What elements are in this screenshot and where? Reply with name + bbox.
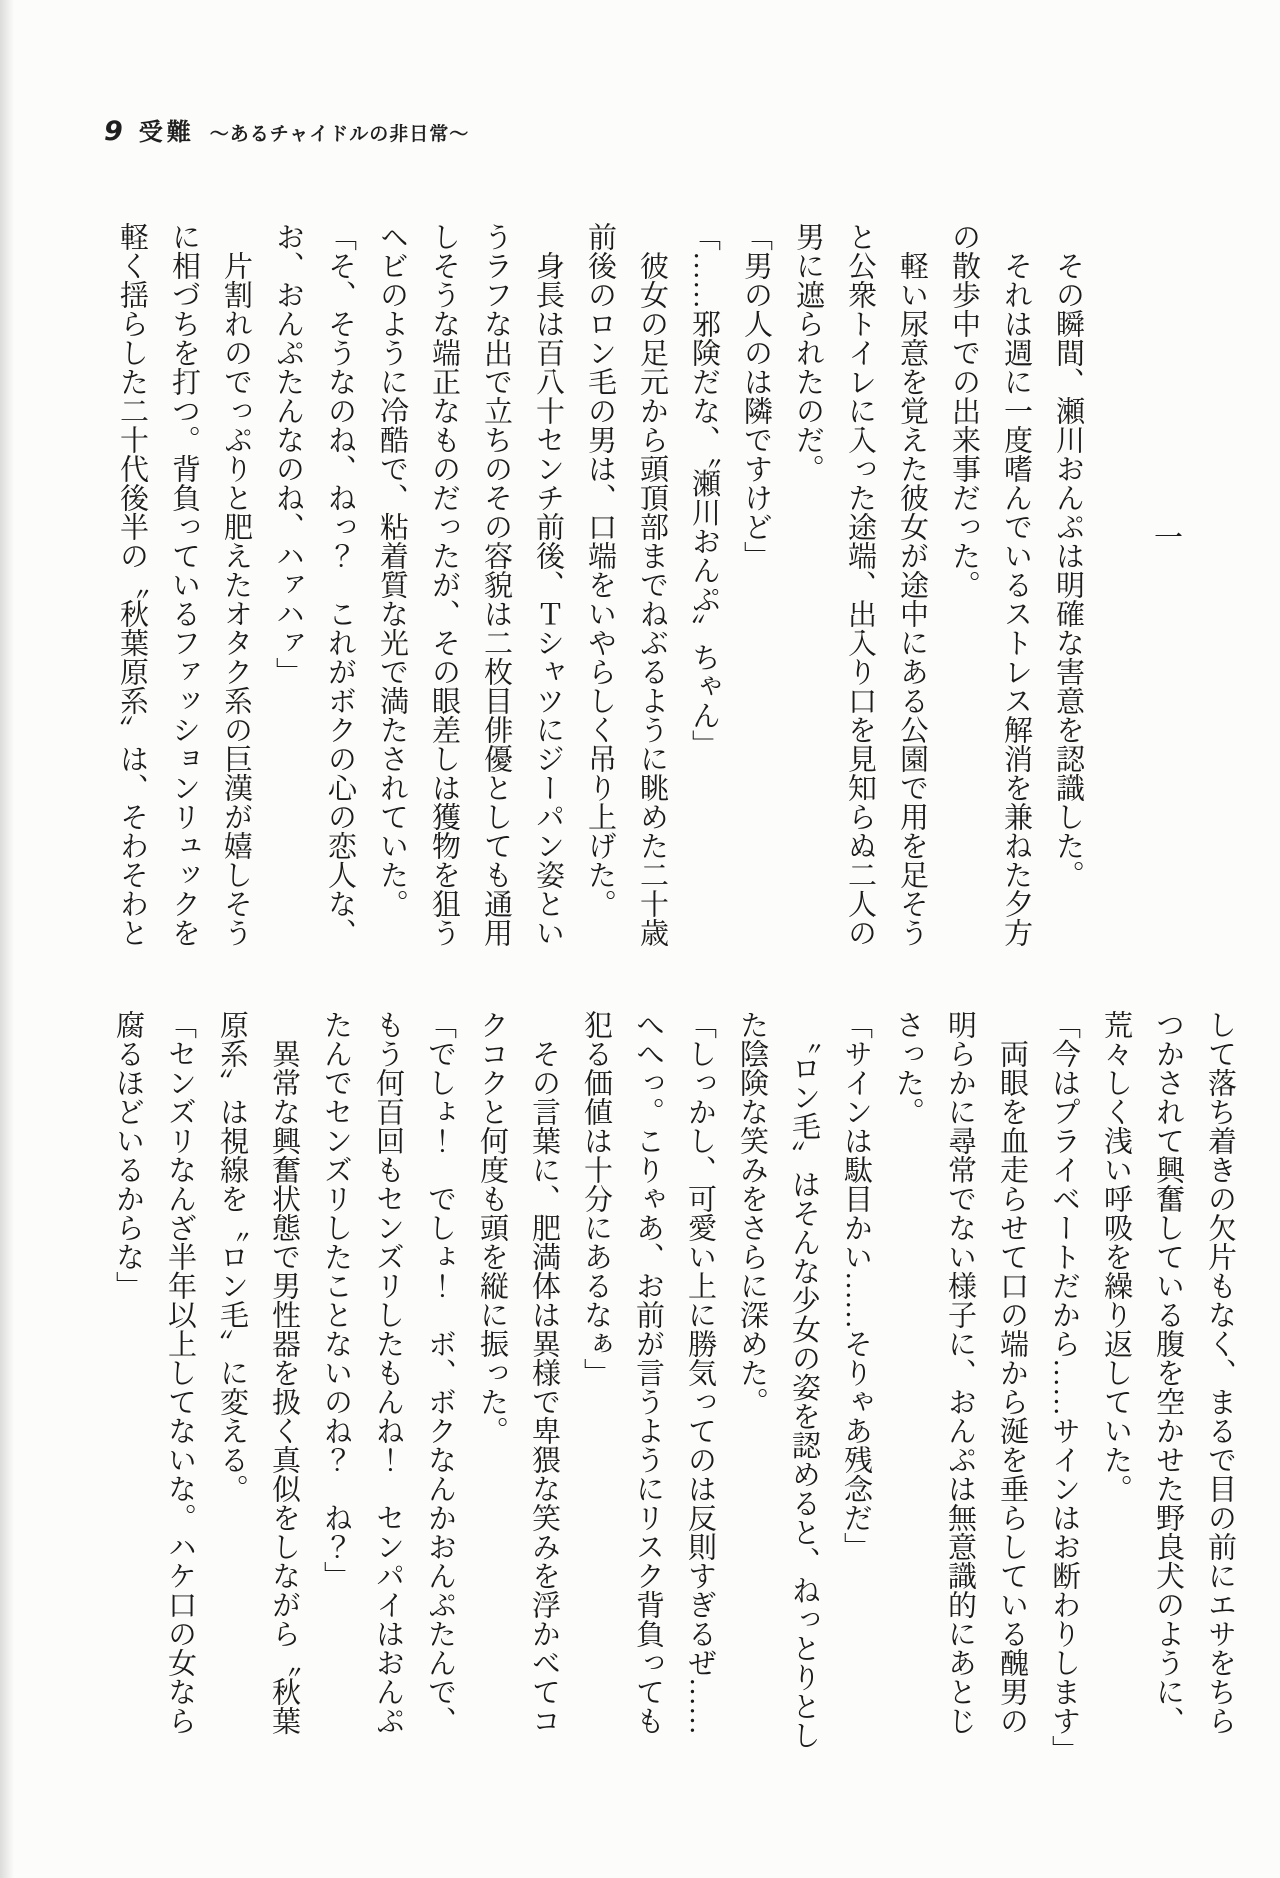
- text-line: 「そ、そうなのね、ねっ？ これがボクの心の恋人な、: [324, 222, 356, 947]
- upper-text-block: [106, 222, 1192, 948]
- text-line: その瞬間、瀬川おんぷは明確な害意を認識した。: [1052, 222, 1084, 889]
- text-line: うラフな出で立ちのその容貌は二枚目俳優としても通用: [480, 222, 512, 947]
- text-line: つかされて興奮している腹を空かせた野良犬のように、: [1152, 1010, 1184, 1735]
- text-line: その言葉に、肥満体は異様で卑猥な笑みを浮かべてコ: [528, 1010, 560, 1735]
- text-line: 軽く揺らした二十代後半の〝秋葉原系〟は、そわそわと: [116, 222, 148, 947]
- text-line: へへっ。こりゃあ、お前が言うようにリスク背負っても: [632, 1010, 664, 1735]
- text-line: 男に遮られたのだ。: [792, 222, 824, 483]
- text-line: 前後のロン毛の男は、口端をいやらしく吊り上げた。: [584, 222, 616, 918]
- text-line: 荒々しく浅い呼吸を繰り返していた。: [1100, 1010, 1132, 1503]
- text-line: たんでセンズリしたことないのね？ ね？」: [320, 1010, 352, 1590]
- text-line: 明らかに尋常でない様子に、おんぷは無意識的にあとじ: [944, 1010, 976, 1735]
- text-line: 両眼を血走らせて口の端から涎を垂らしている醜男の: [996, 1010, 1028, 1735]
- text-line: さった。: [892, 1010, 924, 1126]
- text-line: た陰険な笑みをさらに深めた。: [736, 1010, 768, 1416]
- text-line: に相づちを打つ。背負っているファッションリュックを: [168, 222, 200, 947]
- text-line: ヘビのように冷酷で、粘着質な光で満たされていた。: [376, 222, 408, 918]
- text-line: もう何百回もセンズリしたもんね！ センパイはおんぷ: [372, 1010, 404, 1735]
- text-line: 「センズリなんざ半年以上してないな。ハケ口の女なら: [164, 1010, 196, 1735]
- chapter-subtitle: ～あるチャイドルの非日常～: [209, 123, 470, 145]
- chapter-title: 受難: [138, 118, 195, 146]
- page-header: [104, 112, 469, 147]
- text-line: 軽い尿意を覚えた彼女が途中にある公園で用を足そう: [896, 222, 928, 947]
- text-line: 「今はプライベートだから……サインはお断わりします」: [1048, 1010, 1080, 1764]
- text-line: 「でしょ！ でしょ！ ボ、ボクなんかおんぷたんで、: [424, 1010, 456, 1735]
- scan-edge-shadow: [0, 0, 14, 1878]
- text-line: 犯る価値は十分にあるなぁ」: [580, 1010, 612, 1387]
- text-line: 「サインは駄目かい……そりゃあ残念だ」: [840, 1010, 872, 1561]
- text-line: して落ち着きの欠片もなく、まるで目の前にエサをちら: [1204, 1010, 1236, 1735]
- text-line: 腐るほどいるからな」: [112, 1010, 144, 1300]
- chapter-number-marker: 一: [1150, 522, 1182, 551]
- text-line: 身長は百八十センチ前後、Ｔシャツにジーパン姿とい: [532, 222, 564, 947]
- text-line: 「男の人のは隣ですけど」: [740, 222, 772, 570]
- text-line: それは週に一度嗜んでいるストレス解消を兼ねた夕方: [1000, 222, 1032, 947]
- text-line: と公衆トイレに入った途端、出入り口を見知らぬ二人の: [844, 222, 876, 947]
- text-line: 「しっかし、可愛い上に勝気ってのは反則すぎるぜ……: [684, 1010, 716, 1735]
- text-line: 片割れのでっぷりと肥えたオタク系の巨漢が嬉しそう: [220, 222, 252, 947]
- text-line: しそうな端正なものだったが、その眼差しは獲物を狙う: [428, 222, 460, 947]
- text-line: の散歩中での出来事だった。: [948, 222, 980, 599]
- text-line: クコクと何度も頭を縦に振った。: [476, 1010, 508, 1445]
- text-line: 「……邪険だな、〝瀬川おんぷ〟ちゃん」: [688, 222, 720, 759]
- page-number: 9: [104, 116, 124, 147]
- text-line: 彼女の足元から頭頂部までねぶるように眺めた二十歳: [636, 222, 668, 947]
- text-line: 〝ロン毛〟はそんな少女の姿を認めると、ねっとりとし: [788, 1010, 820, 1750]
- text-line: 原系〟は視線を〝ロン毛〟に変える。: [216, 1010, 248, 1503]
- text-line: 異常な興奮状態で男性器を扱く真似をしながら〝秋葉: [268, 1010, 300, 1735]
- text-line: お、おんぷたんなのね、ハァハァ」: [272, 222, 304, 686]
- lower-text-block: [102, 1010, 1246, 1765]
